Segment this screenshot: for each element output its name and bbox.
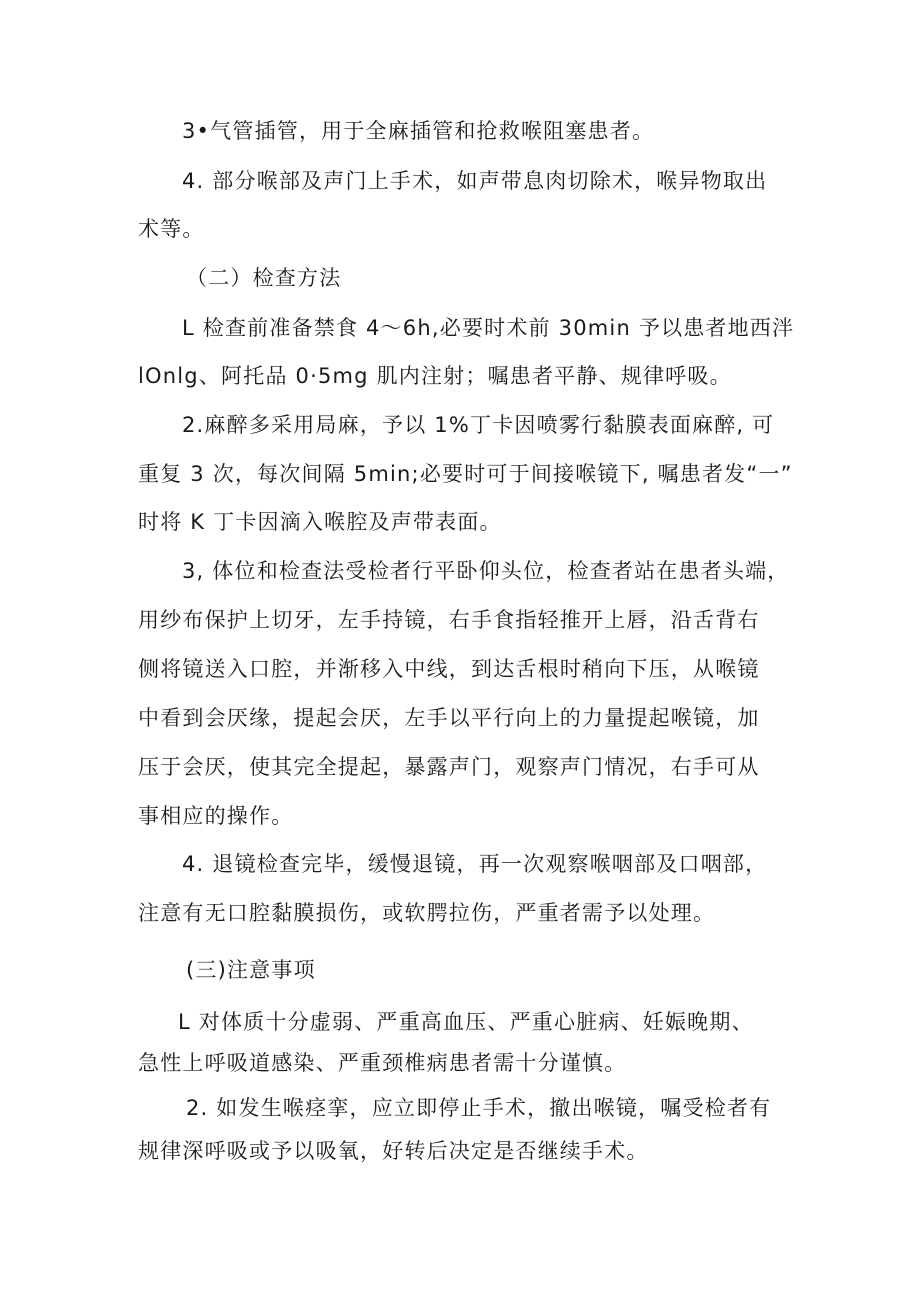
method-3-line-6: 事相应的操作。 [138,804,294,828]
method-3-line-2: 用纱布保护上切牙，左手持镜，右手食指轻推开上唇，沿舌背右 [138,608,760,632]
note-2-line-1: 2. 如发生喉痉挛，应立即停止手术，撤出喉镜，嘱受检者有 [186,1096,772,1120]
section-3-heading: (三)注意事项 [186,958,316,982]
note-2-line-2: 规律深呼吸或予以吸氧，好转后决定是否继续手术。 [138,1139,649,1163]
method-2-line-1: 2.麻醉多采用局麻，予以 1%丁卡因喷雾行黏膜表面麻醉, 可 [182,413,775,437]
method-3-line-1: 3, 体位和检查法受检者行平卧仰头位，检查者站在患者头端， [182,559,790,583]
method-4-line-1: 4. 退镜检查完毕，缓慢退镜，再一次观察喉咽部及口咽部， [182,852,768,876]
method-3-line-5: 压于会厌，使其完全提起，暴露声门，观察声门情况，右手可从 [138,755,760,779]
note-1-line-2: 急性上呼吸道感染、严重颈椎病患者需十分谨慎。 [138,1051,627,1075]
item-3: 3•气管插管，用于全麻插管和抢救喉阻塞患者。 [182,119,655,143]
method-2-line-2: 重复 3 次，每次间隔 5min;必要时可于间接喉镜下, 嘱患者发“一” [138,462,793,486]
item-4-line-2: 术等。 [138,217,205,241]
method-2-line-3: 时将 K 丁卡因滴入喉腔及声带表面。 [138,510,502,534]
method-1-line-1: L 检查前准备禁食 4〜6h,必要时术前 30min 予以患者地西泮 [182,316,795,340]
method-3-line-3: 侧将镜送入口腔，并渐移入中线，到达舌根时稍向下压，从喉镜 [138,657,760,681]
method-3-line-4: 中看到会厌缘，提起会厌，左手以平行向上的力量提起喉镜，加 [138,706,760,730]
method-1-line-2: lOnlg、阿托品 0·5mg 肌内注射；嘱患者平静、规律呼吸。 [138,364,732,388]
section-2-heading: （二）检查方法 [186,266,342,290]
note-1-line-1: L 对体质十分虚弱、严重高血压、严重心脏病、妊娠晚期、 [178,1010,754,1034]
method-4-line-2: 注意有无口腔黏膜损伤，或软腭拉伤，严重者需予以处理。 [138,901,716,925]
item-4-line-1: 4. 部分喉部及声门上手术，如声带息肉切除术，喉异物取出 [182,169,768,193]
